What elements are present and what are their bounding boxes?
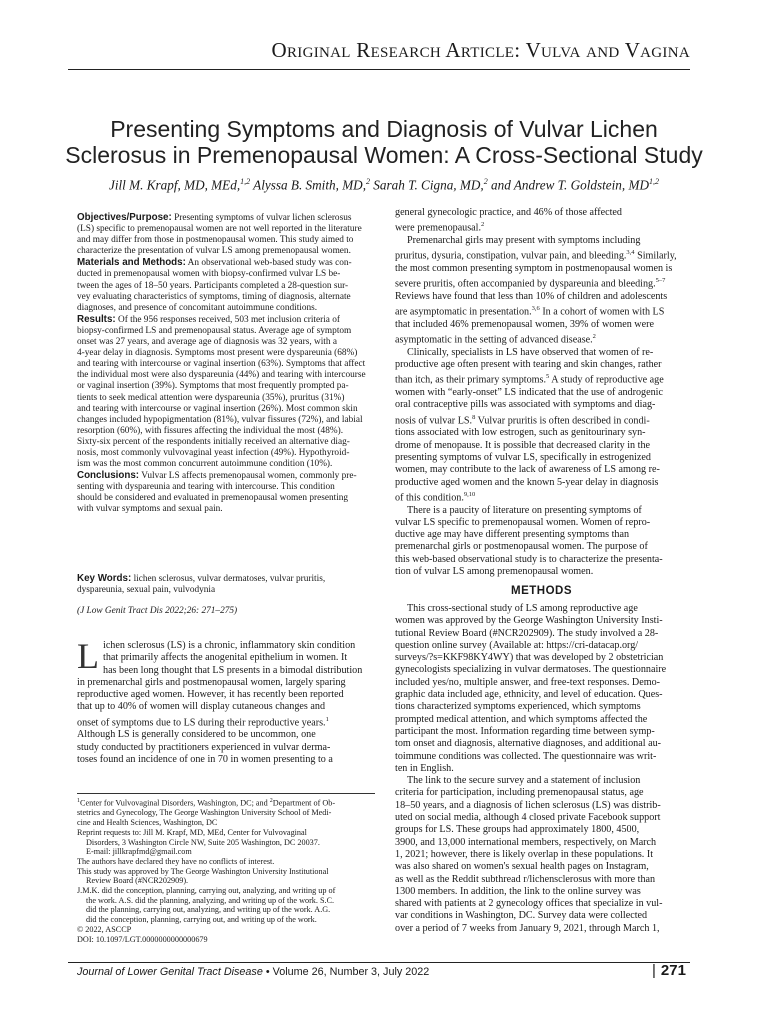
abstract-line: and tearing with intercourse or vaginal insertion (63%). Symptoms that affect bbox=[77, 359, 366, 370]
body-line: graphic data included age, ethnicity, and level of education. Ques- bbox=[395, 689, 663, 701]
footnote-text: J.M.K. did the conception, planning, carrying out, analyzing, and writing up of bbox=[77, 886, 336, 896]
keywords-label: Key Words: bbox=[77, 573, 132, 584]
body-line: tutional Review Board (#NCR202909). The study involved a 28- bbox=[395, 627, 659, 639]
body-line: 1300 members. In addition, the link to the online survey was bbox=[395, 885, 641, 897]
body-line: that up to 40% of women will display cutaneous changes and bbox=[77, 701, 326, 713]
footnote-text: Disorders, 3 Washington Circle NW, Suite 205 Washington, DC 20037. bbox=[86, 837, 320, 847]
author-affil-sup: 1,2 bbox=[240, 177, 251, 186]
body-line: In a cohort of women with LS bbox=[539, 306, 665, 318]
body-line: Reviews have found that less than 10% of children and adolescents bbox=[395, 290, 668, 302]
footnote-sup: 1 bbox=[77, 798, 80, 804]
objectives-label: Objectives/Purpose: bbox=[77, 212, 172, 223]
author-cigna: Sarah T. Cigna, MD, bbox=[370, 177, 484, 193]
body-line: Clinically, specialists in LS have observed that women of re- bbox=[407, 346, 654, 358]
abstract-methods bbox=[77, 257, 375, 313]
footnote-text: The authors have declared they have no conflicts of interest. bbox=[77, 856, 275, 866]
body-line: in premenarchal girls and postmenopausal women, largely sparing bbox=[77, 676, 346, 688]
body-line: vulvar LS specific to premenopausal women. Women of repro- bbox=[395, 516, 651, 528]
body-line: Although LS is generally considered to be uncommon, one bbox=[77, 729, 316, 741]
body-line: The link to the secure survey and a statement of inclusion bbox=[407, 775, 641, 787]
reference-sup: 8 bbox=[472, 413, 476, 421]
body-line: was also shared on women's sexual health pages on Instagram, bbox=[395, 861, 649, 873]
abstract-line: characterize the presentation of vulvar LS among premenopausal women. bbox=[77, 246, 351, 257]
body-line: This cross-sectional study of LS among reproductive age bbox=[407, 603, 638, 614]
body-line: oral contraceptive pills was associated with symptoms and diag- bbox=[395, 399, 656, 411]
abstract-line: the individual most were also dyspareunia (44%) and tearing with intercourse bbox=[77, 370, 366, 381]
body-line: groups for LS. These groups had approximately 1800, 4500, bbox=[395, 824, 640, 836]
footnote-text: stetrics and Gynecology, The George Washington University School of Medi- bbox=[77, 808, 332, 818]
methods-section bbox=[395, 603, 688, 935]
reference-sup: 9,10 bbox=[463, 490, 476, 498]
footnote-text: cine and Health Sciences, Washington, DC bbox=[77, 818, 218, 828]
abstract-line: Vulvar LS affects premenopausal women, commonly pre- bbox=[139, 471, 357, 482]
body-line: ductive age may have different presenting symptoms than bbox=[395, 529, 630, 541]
footnote-text: This study was approved by The George Washington University Institutional bbox=[77, 866, 329, 876]
body-line: Vulvar pruritis is often described in condi- bbox=[475, 415, 650, 427]
body-line: tions associated with low estrogen, such as genitourinary syn- bbox=[395, 427, 646, 439]
body-line: uted on social media, although 4 closed private Facebook support bbox=[395, 812, 661, 824]
author-goldstein: and Andrew T. Goldstein, MD bbox=[487, 177, 650, 193]
title-line-2: Sclerosus in Premenopausal Women: A Cross-Sectional Study bbox=[65, 142, 703, 168]
abstract-line: and may differ from those in postmenopausal women. This study aimed to bbox=[77, 235, 354, 246]
abstract-line: 4-year delay in diagnosis. Symptoms most present were dyspareunia (68%) bbox=[77, 348, 358, 359]
footnote-text: E-mail: jillkrapfmd@gmail.com bbox=[86, 847, 192, 857]
body-line: 18–50 years, and a diagnosis of lichen sclerosus (LS) was distrib- bbox=[395, 799, 661, 811]
body-line: of this condition. bbox=[395, 492, 464, 504]
running-head: Original Research Article: Vulva and Vagina bbox=[271, 38, 690, 62]
body-line: tom onset and diagnosis, alternative diagnoses, and additional au- bbox=[395, 738, 661, 750]
body-line: participant the most. Information regarding time between symp- bbox=[395, 725, 655, 737]
body-line: that included 46% premenopausal women, 39% of women were bbox=[395, 318, 654, 330]
abstract-results bbox=[77, 314, 375, 470]
section-heading-methods: METHODS bbox=[511, 585, 572, 597]
body-line: var conditions in Washington, DC. Survey data were collected bbox=[395, 910, 648, 922]
abstract-line: diagnoses, and presence of concomitant autoimmune conditions. bbox=[77, 302, 318, 313]
footnote-text: Review Board (#NCR202909). bbox=[86, 876, 189, 886]
body-line: question online survey (Available at: https://cri-datacap.org/ bbox=[395, 639, 639, 651]
body-line: drome of menopause. It is possible that decreased clarity in the bbox=[395, 439, 651, 451]
footnote-text: Center for Vulvovaginal Disorders, Washington, DC; and bbox=[80, 798, 270, 808]
abstract-line: ism was the most common concurrent autoimmune condition (10%). bbox=[77, 459, 333, 470]
doi: DOI: 10.1097/LGT.0000000000000679 bbox=[77, 934, 208, 944]
abstract-line: changes included hypopigmentation (81%), vulvar fissures (72%), and labial bbox=[77, 414, 363, 425]
body-line: nosis of vulvar LS. bbox=[395, 415, 473, 427]
journal-footer bbox=[77, 966, 429, 978]
body-line: prompted medical attention, and which symptoms affected the bbox=[395, 713, 648, 725]
author-krapf: Jill M. Krapf, MD, MEd, bbox=[108, 177, 241, 193]
body-line: ichen sclerosus (LS) is a chronic, inflammatory skin condition bbox=[103, 640, 356, 651]
body-line: Premenarchal girls may present with symptoms including bbox=[407, 234, 641, 246]
body-line: A study of reproductive age bbox=[549, 374, 664, 386]
abstract-line: biopsy-confirmed LS and premenopausal status. Average age of symptom bbox=[77, 325, 352, 336]
body-line: than itch, as their primary symptoms. bbox=[395, 374, 547, 386]
body-line: ten in English. bbox=[395, 762, 454, 774]
body-line: productive age often present with tearing and skin changes, rather bbox=[395, 359, 662, 371]
body-line: tion of vulvar LS among premenopausal women. bbox=[395, 566, 594, 578]
body-line: pruritus, dysuria, constipation, vulvar pain, and bleeding. bbox=[395, 250, 627, 262]
reference-sup: 2 bbox=[592, 333, 596, 341]
key-words bbox=[77, 573, 375, 596]
body-line: the most common presenting symptom in postmenopausal women is bbox=[395, 262, 673, 274]
body-line: were premenopausal. bbox=[395, 222, 482, 234]
footnote-text: Reprint requests to: Jill M. Krapf, MD, MEd, Center for Vulvovaginal bbox=[77, 827, 307, 837]
reference-sup: 3,6 bbox=[531, 305, 540, 313]
copyright: © 2022, ASCCP bbox=[77, 924, 132, 934]
body-line: 1, 2021; however, there is likely overlap in these populations. It bbox=[395, 848, 654, 860]
drop-cap: L bbox=[77, 636, 99, 676]
abstract-line: vey evaluating characteristics of symptoms, timing of diagnosis, alternate bbox=[77, 291, 351, 302]
abstract-line: senting with dyspareunia and tearing with intercourse. This condition bbox=[77, 482, 335, 493]
author-affil-sup: 2 bbox=[366, 177, 370, 186]
page-number-bar: | bbox=[652, 962, 656, 979]
body-line: this web-based observational study is to characterize the presenta- bbox=[395, 553, 663, 565]
abstract-line: tients to seek medical attention were dyspareunia (35%), pruritus (31%) bbox=[77, 392, 345, 403]
body-line: onset of symptoms due to LS during their reproductive years. bbox=[77, 717, 326, 729]
reference-sup: 1 bbox=[325, 715, 329, 723]
reference-sup: 5–7 bbox=[655, 277, 666, 285]
body-line: are asymptomatic in presentation. bbox=[395, 306, 532, 318]
header-rule bbox=[68, 69, 690, 70]
journal-name: Journal of Lower Genital Tract Disease bbox=[77, 966, 263, 978]
abstract-line: Of the 956 responses received, 503 met inclusion criteria of bbox=[115, 314, 341, 325]
body-line: toses found an incidence of one in 70 in women presenting to a bbox=[77, 754, 333, 766]
body-line: 3900, and 13,000 international members, respectively, on March bbox=[395, 836, 657, 848]
abstract-line: or vaginal insertion (39%). Symptoms that most frequently prompted pa- bbox=[77, 381, 349, 392]
reference-sup: 5 bbox=[546, 373, 550, 381]
keywords-text: dyspareunia, sexual pain, vulvodynia bbox=[77, 585, 216, 596]
body-line: study conducted by practitioners experienced in vulvar derma- bbox=[77, 741, 331, 753]
body-line: Similarly, bbox=[634, 250, 677, 262]
abstract-line: Presenting symptoms of vulvar lichen sclerosus bbox=[171, 213, 352, 223]
body-line: women was approved by the George Washington University Insti- bbox=[395, 615, 663, 627]
author-list bbox=[40, 177, 728, 193]
results-label: Results: bbox=[77, 313, 116, 325]
abstract-line: nosis, most commonly vulvovaginal yeast infection (49%). Hypothyroid- bbox=[77, 447, 350, 458]
footer-rule bbox=[68, 962, 690, 963]
abstract-line: Sixty-six percent of the respondents initially received an alternative diag- bbox=[77, 436, 350, 447]
author-smith: Alyssa B. Smith, MD, bbox=[250, 177, 366, 193]
body-line: gynecologists specializing in vulvar dermatoses. The questionnaire bbox=[395, 664, 667, 676]
abstract-line: (LS) specific to premenopausal women are not well reported in the literature bbox=[77, 224, 362, 235]
body-line: over a period of 7 weeks from January 9, 2021, through March 1, bbox=[395, 922, 660, 934]
abstract-line: tween the ages of 18–50 years. Participants completed a 28-question sur- bbox=[77, 280, 349, 291]
issue-info: • Volume 26, Number 3, July 2022 bbox=[262, 966, 430, 978]
abstract-conclusions bbox=[77, 470, 375, 515]
citation: (J Low Genit Tract Dis 2022;26: 271–275) bbox=[77, 606, 238, 616]
introduction bbox=[77, 636, 375, 766]
abstract-line: An observational web-based study was con- bbox=[185, 258, 352, 269]
body-line: toimmune conditions was collected. The questionnaire was writ- bbox=[395, 750, 657, 762]
methods-label: Materials and Methods: bbox=[77, 257, 186, 269]
abstract-line: onset was 27 years, and average age of diagnosis was 32 years, with a bbox=[77, 337, 337, 348]
keywords-text: lichen sclerosus, vulvar dermatoses, vulvar pruritis, bbox=[131, 574, 326, 584]
abstract-objectives bbox=[77, 212, 375, 257]
body-line: premenarchal girls or postmenopausal women. The purpose of bbox=[395, 541, 648, 553]
body-line: shared with patients at 2 gynecology offices that specialize in vul- bbox=[395, 898, 663, 910]
abstract-line: resorption (60%), with fissures affecting the individual the most (48%). bbox=[77, 425, 344, 436]
body-line: women, may contribute to the lack of awareness of LS among re- bbox=[395, 464, 660, 476]
intro-continued bbox=[395, 207, 688, 578]
body-line: as well as the Reddit subthread r/lichensclerosus with more than bbox=[395, 873, 656, 885]
footnote-text: did the planning, carrying out, analyzing, and writing up of the work. A.G. bbox=[86, 905, 331, 915]
body-line: asymptomatic in the setting of advanced disease. bbox=[395, 334, 593, 346]
footnote-text: the work. A.S. did the planning, analyzing, and writing up of the work. S.C. bbox=[86, 895, 335, 905]
abstract-line: ducted in premenopausal women with biopsy-confirmed vulvar LS be- bbox=[77, 269, 341, 280]
abstract bbox=[77, 212, 375, 516]
page-number bbox=[652, 962, 686, 979]
body-line: productive aged women and the known 5-year delay in diagnosis bbox=[395, 476, 659, 488]
body-line: general gynecologic practice, and 46% of those affected bbox=[395, 207, 622, 218]
body-line: There is a paucity of literature on presenting symptoms of bbox=[407, 504, 642, 516]
reference-sup: 3,4 bbox=[626, 249, 635, 257]
body-line: surveys/?s=KKF98KY4WY) that was developed by 2 obstetrician bbox=[395, 652, 664, 664]
conclusions-label: Conclusions: bbox=[77, 470, 140, 482]
body-line: has been long thought that LS presents in a bimodal distribution bbox=[103, 664, 363, 676]
reference-sup: 2 bbox=[481, 221, 485, 229]
author-affil-sup: 1,2 bbox=[649, 177, 660, 186]
article-title bbox=[40, 116, 728, 168]
body-line: tions characterized symptoms experienced, which symptoms bbox=[395, 701, 641, 713]
body-line: included yes/no, multiple answer, and free-text responses. Demo- bbox=[395, 676, 661, 688]
body-line: reproductive aged women. However, it has recently been reported bbox=[77, 689, 344, 701]
body-line: women with “early-onset” LS indicated that the use of androgenic bbox=[395, 387, 663, 399]
footnote-text: did the conception, planning, carrying out, and writing up of the work. bbox=[86, 915, 317, 925]
body-line: criteria for participation, including premenopausal status, age bbox=[395, 787, 644, 799]
abstract-line: and tearing with intercourse or vaginal insertion (26%). Most common skin bbox=[77, 403, 358, 414]
title-line-1: Presenting Symptoms and Diagnosis of Vulvar Lichen bbox=[110, 116, 658, 142]
footnotes bbox=[77, 797, 375, 944]
body-line: severe pruritis, often accompanied by dyspareunia and bleeding. bbox=[395, 278, 656, 290]
author-affil-sup: 2 bbox=[483, 177, 488, 186]
footnote-sup: 2 bbox=[269, 798, 273, 804]
footnote-rule bbox=[77, 793, 375, 794]
footnote-text: Department of Ob- bbox=[272, 798, 336, 808]
abstract-line: should be considered and evaluated in premenopausal women presenting bbox=[77, 493, 349, 504]
body-line: presenting symptoms of vulvar LS, specifically in estrogenized bbox=[395, 451, 651, 463]
abstract-line: with vulvar symptoms and sexual pain. bbox=[77, 504, 223, 515]
page-number-value: 271 bbox=[660, 962, 686, 979]
body-line: that primarily affects the anogenital epithelium in women. It bbox=[103, 652, 348, 664]
